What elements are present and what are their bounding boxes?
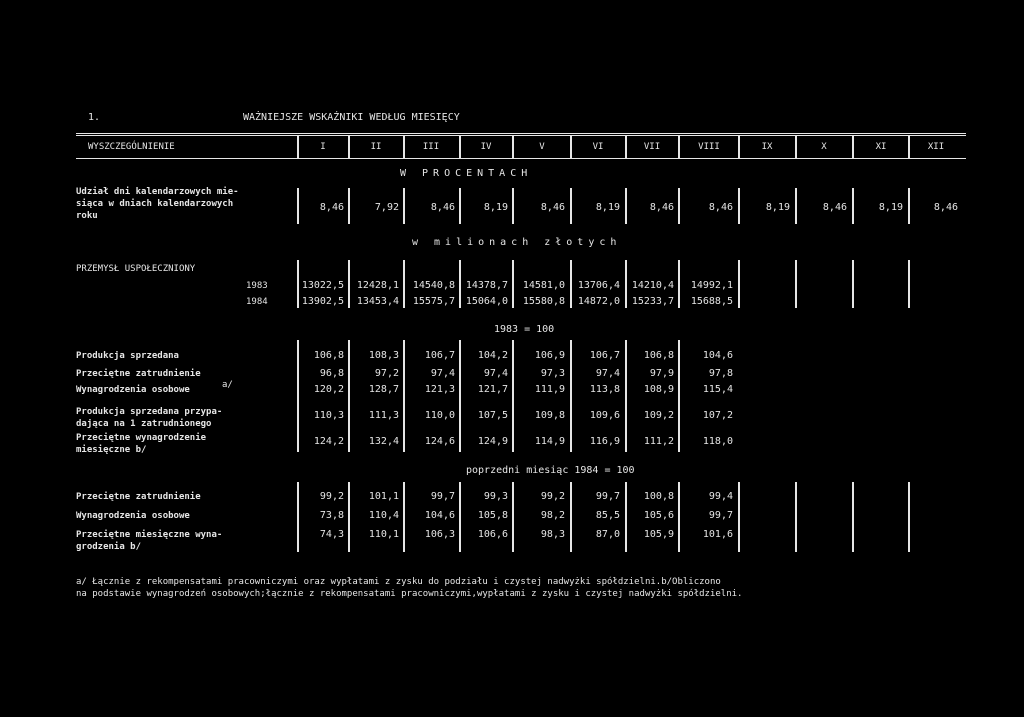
- value-cell: 97,8: [708, 368, 733, 379]
- value-cell: 121,7: [477, 384, 508, 395]
- value-cell: 124,6: [424, 436, 455, 447]
- cell-divider: [678, 260, 680, 308]
- value-cell: 15233,7: [631, 296, 674, 307]
- value-cell: 111,9: [534, 384, 565, 395]
- cell-divider: [908, 482, 910, 552]
- row-label: siąca w dniach kalendarzowych: [76, 199, 234, 209]
- month-header-8: VIII: [698, 142, 720, 152]
- value-cell: 14872,0: [577, 296, 620, 307]
- cell-divider: [512, 482, 514, 552]
- column-divider: [459, 136, 461, 158]
- cell-divider: [908, 260, 910, 308]
- month-header-6: VI: [592, 142, 604, 152]
- column-divider: [403, 136, 405, 158]
- value-cell: 106,7: [424, 350, 455, 361]
- value-cell: 107,5: [477, 410, 508, 421]
- value-cell: 97,9: [649, 368, 674, 379]
- value-cell: 12428,1: [356, 280, 399, 291]
- column-divider: [795, 136, 797, 158]
- value-cell: 15064,0: [465, 296, 508, 307]
- cell-divider: [512, 188, 514, 224]
- value-cell: 100,8: [643, 491, 674, 502]
- value-cell: 120,2: [313, 384, 344, 395]
- value-cell: 8,19: [878, 202, 903, 213]
- value-cell: 110,3: [313, 410, 344, 421]
- value-cell: 8,19: [483, 202, 508, 213]
- value-cell: 14992,1: [690, 280, 733, 291]
- month-header-12: XII: [927, 142, 945, 152]
- month-header-2: II: [370, 142, 382, 152]
- value-cell: 111,3: [368, 410, 399, 421]
- value-cell: 105,8: [477, 510, 508, 521]
- column-divider: [297, 136, 299, 158]
- value-cell: 108,9: [643, 384, 674, 395]
- column-divider: [908, 136, 910, 158]
- value-cell: 8,19: [765, 202, 790, 213]
- header-label: WYSZCZEGÓLNIENIE: [88, 142, 175, 152]
- value-cell: 13022,5: [301, 280, 344, 291]
- cell-divider: [738, 260, 740, 308]
- cell-divider: [852, 482, 854, 552]
- column-divider: [625, 136, 627, 158]
- value-cell: 128,7: [368, 384, 399, 395]
- value-cell: 8,46: [649, 202, 674, 213]
- value-cell: 99,4: [708, 491, 733, 502]
- value-cell: 107,2: [702, 410, 733, 421]
- value-cell: 124,9: [477, 436, 508, 447]
- value-cell: 115,4: [702, 384, 733, 395]
- value-cell: 106,7: [589, 350, 620, 361]
- column-divider: [678, 136, 680, 158]
- value-cell: 15580,8: [522, 296, 565, 307]
- value-cell: 116,9: [589, 436, 620, 447]
- value-cell: 14581,0: [522, 280, 565, 291]
- value-cell: 97,3: [540, 368, 565, 379]
- value-cell: 8,46: [822, 202, 847, 213]
- month-header-10: X: [821, 142, 827, 152]
- row-label: Przeciętne miesięczne wyna-: [76, 530, 223, 540]
- cell-divider: [678, 482, 680, 552]
- row-label: miesięczne b/: [76, 445, 147, 455]
- value-cell: 109,6: [589, 410, 620, 421]
- row-label: Wynagrodzenia osobowe: [76, 511, 190, 521]
- value-cell: 124,2: [313, 436, 344, 447]
- value-cell: 110,0: [424, 410, 455, 421]
- value-cell: 99,2: [540, 491, 565, 502]
- value-cell: 104,6: [702, 350, 733, 361]
- value-cell: 15575,7: [412, 296, 455, 307]
- value-cell: 109,8: [534, 410, 565, 421]
- month-header-3: III: [422, 142, 440, 152]
- value-cell: 110,4: [368, 510, 399, 521]
- row-label: Wynagrodzenia osobowe: [76, 385, 190, 395]
- unit-millions: w milionach złotych: [412, 237, 622, 248]
- value-cell: 106,3: [424, 529, 455, 540]
- cell-divider: [795, 260, 797, 308]
- value-cell: 13902,5: [301, 296, 344, 307]
- column-divider: [852, 136, 854, 158]
- value-cell: 74,3: [319, 529, 344, 540]
- value-cell: 98,2: [540, 510, 565, 521]
- column-divider: [570, 136, 572, 158]
- value-cell: 99,7: [708, 510, 733, 521]
- value-cell: 7,92: [374, 202, 399, 213]
- column-divider: [512, 136, 514, 158]
- section-label-przemysl: PRZEMYSŁ USPOŁECZNIONY: [76, 264, 196, 274]
- value-cell: 110,1: [368, 529, 399, 540]
- value-cell: 113,8: [589, 384, 620, 395]
- value-cell: 14210,4: [631, 280, 674, 291]
- value-cell: 8,46: [708, 202, 733, 213]
- value-cell: 8,46: [430, 202, 455, 213]
- value-cell: 14378,7: [465, 280, 508, 291]
- row-label: Przeciętne zatrudnienie: [76, 492, 201, 502]
- month-header-4: IV: [480, 142, 492, 152]
- value-cell: 108,3: [368, 350, 399, 361]
- value-cell: 8,46: [540, 202, 565, 213]
- value-cell: 104,6: [424, 510, 455, 521]
- cell-divider: [512, 340, 514, 452]
- value-cell: 73,8: [319, 510, 344, 521]
- value-cell: 97,4: [595, 368, 620, 379]
- value-cell: 8,19: [595, 202, 620, 213]
- value-cell: 8,46: [319, 202, 344, 213]
- value-cell: 13706,4: [577, 280, 620, 291]
- value-cell: 114,9: [534, 436, 565, 447]
- table-number: 1.: [88, 112, 101, 123]
- table-title: WAŻNIEJSZE WSKAŹNIKI WEDŁUG MIESIĘCY: [243, 112, 460, 123]
- value-cell: 105,6: [643, 510, 674, 521]
- value-cell: 106,8: [643, 350, 674, 361]
- value-cell: 99,7: [430, 491, 455, 502]
- row-label: Przeciętne zatrudnienie: [76, 369, 201, 379]
- row-label: Produkcja sprzedana: [76, 351, 179, 361]
- row-label-superscript: a/: [222, 380, 233, 390]
- value-cell: 98,3: [540, 529, 565, 540]
- cell-divider: [738, 482, 740, 552]
- value-cell: 87,0: [595, 529, 620, 540]
- value-cell: 14540,8: [412, 280, 455, 291]
- month-header-5: V: [539, 142, 545, 152]
- value-cell: 109,2: [643, 410, 674, 421]
- value-cell: 96,8: [319, 368, 344, 379]
- row-label: Produkcja sprzedana przypa-: [76, 407, 223, 417]
- value-cell: 121,3: [424, 384, 455, 395]
- base-previous-month: poprzedni miesiąc 1984 = 100: [466, 465, 635, 476]
- cell-divider: [678, 340, 680, 452]
- value-cell: 15688,5: [690, 296, 733, 307]
- value-cell: 118,0: [702, 436, 733, 447]
- unit-percent: W PROCENTACH: [400, 168, 533, 179]
- month-header-11: XI: [875, 142, 887, 152]
- value-cell: 85,5: [595, 510, 620, 521]
- year-label: 1983: [246, 281, 268, 291]
- value-cell: 132,4: [368, 436, 399, 447]
- value-cell: 106,8: [313, 350, 344, 361]
- value-cell: 105,9: [643, 529, 674, 540]
- value-cell: 8,46: [933, 202, 958, 213]
- footnote-a: a/ Łącznie z rekompensatami pracowniczymi oraz wypłatami z zysku do podziału i czystej nadwyżki spółdzielni.b/Obliczono: [76, 577, 721, 587]
- value-cell: 101,6: [702, 529, 733, 540]
- cell-divider: [795, 482, 797, 552]
- row-label: Przeciętne wynagrodzenie: [76, 433, 207, 443]
- row-label: Udział dni kalendarzowych mie-: [76, 187, 239, 197]
- value-cell: 99,3: [483, 491, 508, 502]
- cell-divider: [852, 260, 854, 308]
- value-cell: 97,2: [374, 368, 399, 379]
- month-header-9: IX: [761, 142, 773, 152]
- row-label: dająca na 1 zatrudnionego: [76, 419, 212, 429]
- column-divider: [348, 136, 350, 158]
- value-cell: 101,1: [368, 491, 399, 502]
- value-cell: 97,4: [483, 368, 508, 379]
- month-header-7: VII: [643, 142, 661, 152]
- cell-divider: [678, 188, 680, 224]
- value-cell: 13453,4: [356, 296, 399, 307]
- row-label: roku: [76, 211, 98, 221]
- year-label: 1984: [246, 297, 268, 307]
- value-cell: 104,2: [477, 350, 508, 361]
- value-cell: 106,9: [534, 350, 565, 361]
- value-cell: 111,2: [643, 436, 674, 447]
- column-divider: [738, 136, 740, 158]
- value-cell: 99,2: [319, 491, 344, 502]
- value-cell: 106,6: [477, 529, 508, 540]
- value-cell: 97,4: [430, 368, 455, 379]
- row-label: grodzenia b/: [76, 542, 142, 552]
- base-1983: 1983 = 100: [494, 324, 555, 335]
- cell-divider: [512, 260, 514, 308]
- footnote-b: na podstawie wynagrodzeń osobowych;łącznie z rekompensatami pracowniczymi,wypłatami z zysku i czystej nadwyżki spółdzielni.: [76, 589, 743, 599]
- month-header-1: I: [320, 142, 326, 152]
- value-cell: 99,7: [595, 491, 620, 502]
